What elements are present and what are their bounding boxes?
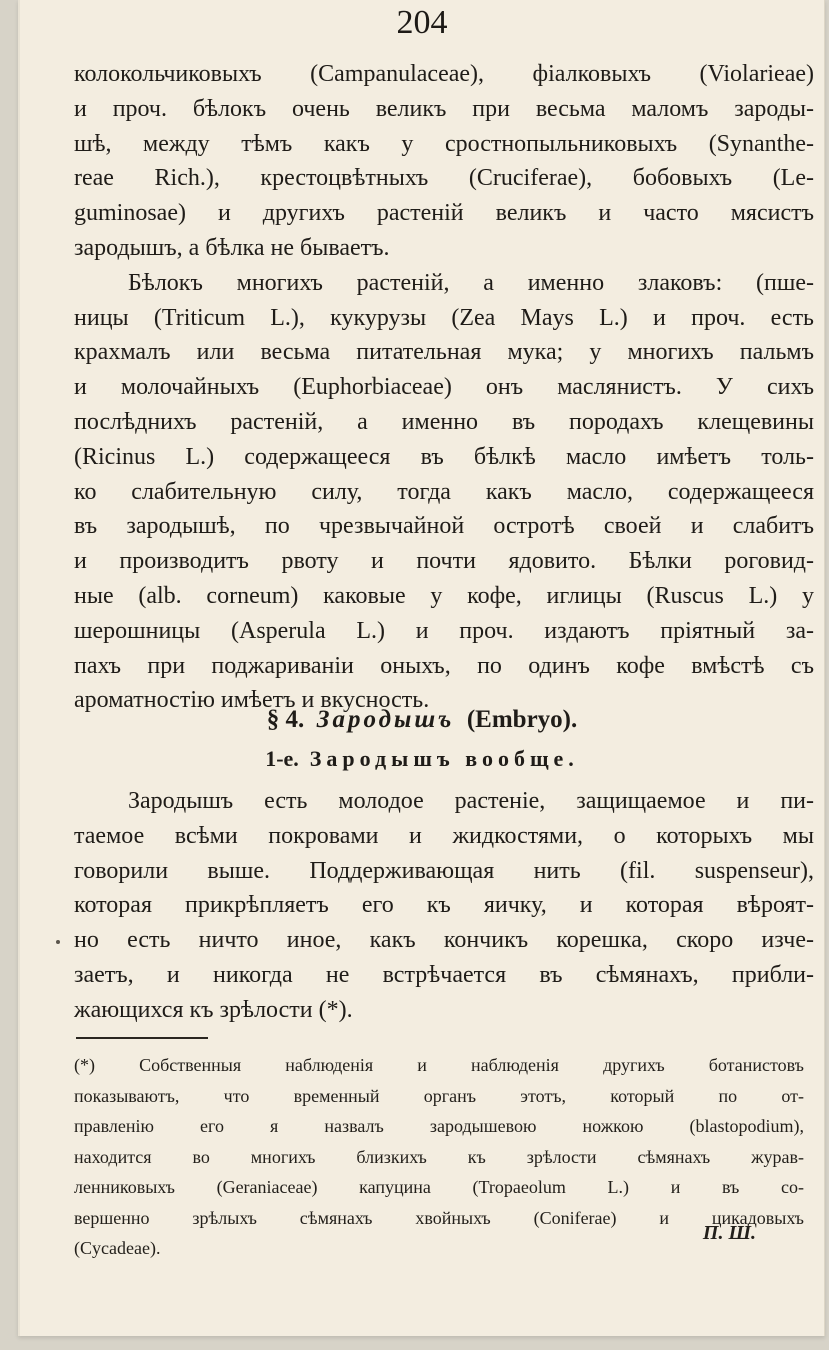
text-line: шѣ, между тѣмъ какъ у сростнопыльниковыхъ (Synanthe-	[74, 130, 814, 157]
section-title: Зародышъ	[316, 706, 455, 733]
text-line: въ зародышѣ, по чрезвычайной остротѣ своей и слабитъ	[74, 513, 814, 540]
text-line: ницы (Triticum L.), кукурузы (Zea Mays L.) и проч. есть	[74, 304, 814, 331]
footnote-line: (*) Собственныя наблюденія и наблюденія другихъ ботанистовъ	[74, 1055, 804, 1075]
sub-heading-title: Зародышъ вообще.	[309, 746, 579, 771]
text-line: guminosae) и другихъ растеній великъ и часто мясистъ	[74, 200, 814, 227]
text-line: говорили выше. Поддерживающая нить (fil. suspenseur),	[74, 857, 814, 884]
text-line: жающихся къ зрѣлости (*).	[74, 996, 353, 1023]
text-line: таемое всѣми покровами и жидкостями, о которыхъ мы	[74, 822, 814, 849]
margin-mark	[56, 940, 60, 944]
paragraph-1	[74, 57, 814, 718]
footnote-line: показываютъ, что временный органъ этотъ, который по от-	[74, 1085, 804, 1106]
footnote-divider	[76, 1037, 208, 1039]
text-line: reae Rich.), крестоцвѣтныхъ (Cruciferae), бобовыхъ (Le-	[74, 165, 814, 192]
text-line: зародышъ, а бѣлка не бываетъ.	[74, 234, 390, 261]
text-line: (Ricinus L.) содержащееся въ бѣлкѣ масло имѣетъ толь-	[74, 443, 814, 470]
text-line: пахъ при поджариваніи оныхъ, по одинъ кофе вмѣстѣ съ	[74, 652, 814, 679]
text-line: колокольчиковыхъ (Campanulaceae), фіалковыхъ (Violarieae)	[74, 61, 814, 87]
text-line: и молочайныхъ (Euphorbiaceae) онъ маслянистъ. У сихъ	[74, 374, 814, 401]
footnote-line: вершенно зрѣлыхъ сѣмянахъ хвойныхъ (Coniferae) и цикадовыхъ	[74, 1207, 804, 1228]
text-line: которая прикрѣпляетъ его къ яичку, и которая вѣроят-	[74, 892, 814, 919]
text-line: ные (alb. corneum) каковые у кофе, иглицы (Ruscus L.) у	[74, 582, 814, 609]
page-number: 204	[396, 4, 448, 41]
text-line: ароматностію имѣетъ и вкусность.	[74, 687, 430, 714]
text-line: шерошницы (Asperula L.) и проч. издаютъ пріятный за-	[74, 617, 814, 644]
text-line: заетъ, и никогда не встрѣчается въ сѣмянахъ, прибли-	[74, 961, 814, 988]
text-line: но есть ничто иное, какъ кончикъ корешка, скоро изче-	[74, 927, 814, 954]
text-line: Зародышъ есть молодое растеніе, защищаемое и пи-	[128, 788, 814, 814]
section-heading	[20, 706, 824, 734]
text-line: послѣднихъ растеній, а именно въ породахъ клещевины	[74, 408, 814, 435]
section-latin: (Embryo).	[466, 706, 578, 733]
footnote	[74, 1050, 804, 1264]
footnote-signature: П. Ш.	[702, 1222, 756, 1244]
book-page	[18, 0, 825, 1336]
footnote-line: находится во многихъ близкихъ къ зрѣлости сѣмянахъ журав-	[74, 1146, 804, 1167]
text-line: и производитъ рвоту и почти ядовито. Бѣлки роговид-	[74, 548, 814, 575]
text-line: Бѣлокъ многихъ растеній, а именно злаковъ: (пше-	[128, 269, 814, 296]
text-line: крахмалъ или весьма питательная мука; у многихъ пальмъ	[74, 339, 814, 366]
sub-heading-number: 1-е.	[265, 746, 299, 771]
text-line: и проч. бѣлокъ очень великъ при весьма маломъ зароды-	[74, 95, 814, 122]
paragraph-3	[74, 784, 814, 1028]
footnote-line: правленію его я назвалъ зародышевою ножкою (blastopodium),	[74, 1116, 804, 1136]
footnote-line: (Cycadeae).	[74, 1238, 161, 1258]
section-number: § 4.	[266, 706, 305, 733]
footnote-line: ленниковыхъ (Geraniaceae) капуцина (Tropaeolum L.) и въ со-	[74, 1177, 804, 1197]
text-line: ко слабительную силу, тогда какъ масло, содержащееся	[74, 478, 814, 505]
sub-heading	[20, 746, 824, 772]
